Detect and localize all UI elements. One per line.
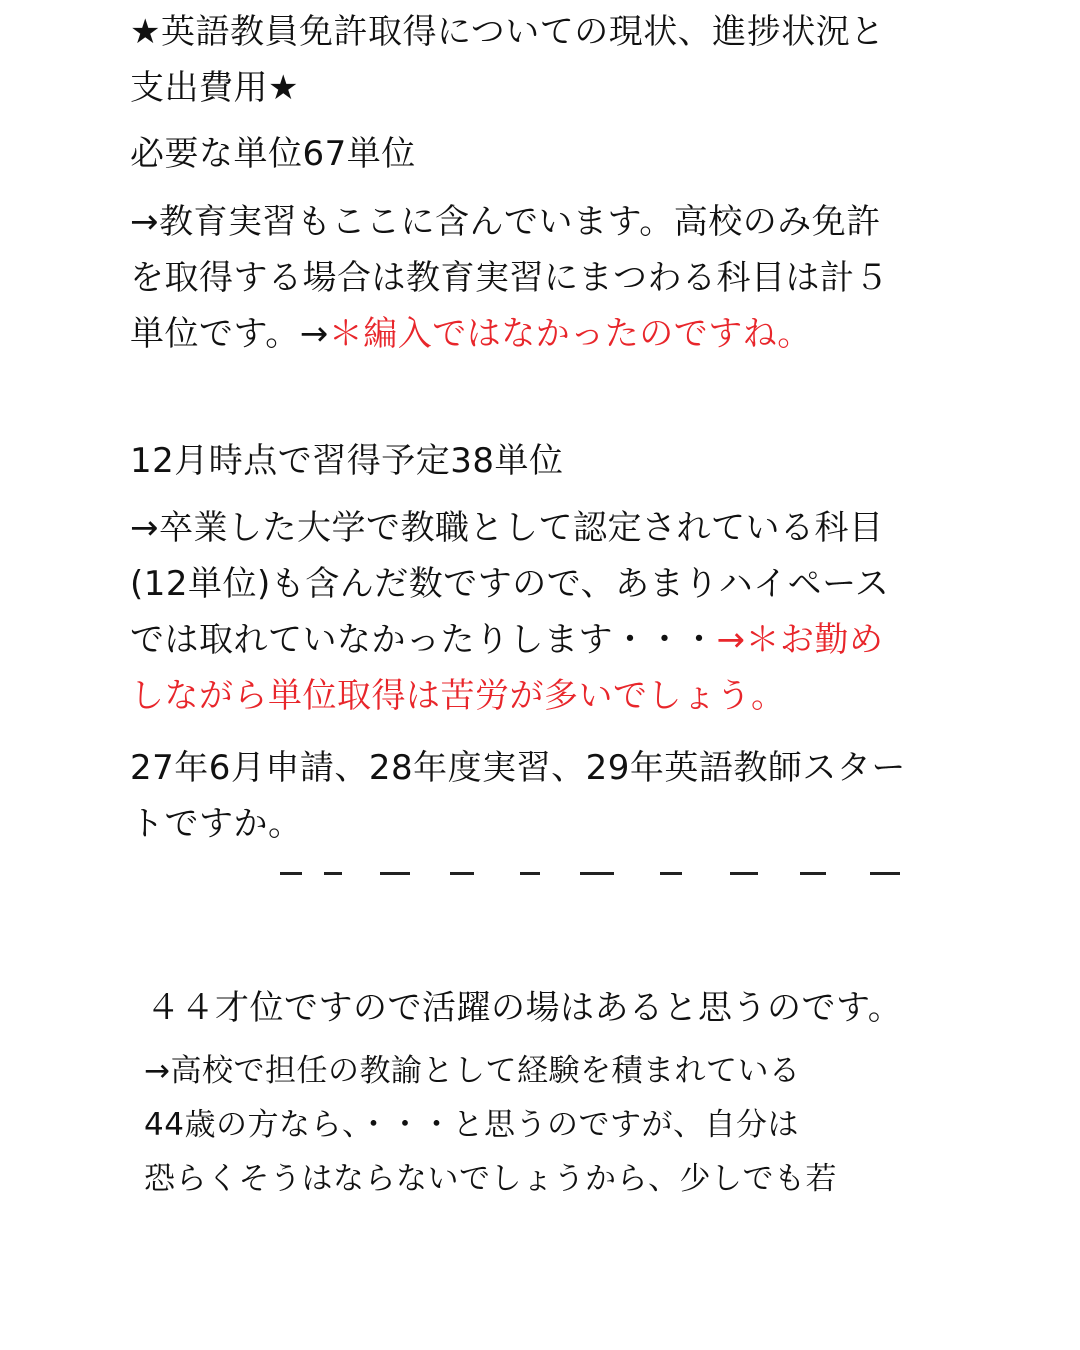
paragraph-2-line-3-text: では取れていなかったりします・・・ [130, 620, 717, 660]
required-credits-text: 必要な単位67単位 [130, 134, 416, 174]
section-1 [130, 4, 885, 116]
schedule-line-1: 27年6月申請、28年度実習、29年英語教師スター [130, 748, 906, 788]
paragraph-2-line-3 [130, 612, 889, 668]
paragraph-3 [144, 1044, 837, 1206]
paragraph-2 [130, 500, 889, 724]
paragraph-3-line-3: 恐らくそうはならないでしょうから、少しでも若 [144, 1161, 837, 1197]
paragraph-2-comment-end: しながら単位取得は苦労が多いでしょう。 [130, 676, 786, 716]
schedule-line-2: トですか。 [130, 804, 303, 844]
required-credits [130, 126, 416, 182]
paragraph-1 [130, 194, 889, 362]
paragraph-2-line-1: →卒業した大学で教職として認定されている科目 [130, 508, 884, 548]
paragraph-1-line-2: を取得する場合は教育実習にまつわる科目は計５ [130, 258, 889, 298]
paragraph-2-line-2: (12単位)も含んだ数ですので、あまりハイペース [130, 564, 890, 604]
paragraph-1-line-3-text: 単位です。→ [130, 314, 329, 354]
age-line [146, 980, 902, 1036]
cropped-text-fragment [280, 866, 920, 876]
paragraph-3-line-2: 44歳の方なら、・・・と思うのですが、自分は [144, 1107, 799, 1143]
december-credits [130, 433, 564, 489]
paragraph-2-comment-start: →＊お勤め [716, 620, 884, 660]
heading-line-1: ★英語教員免許取得についての現状、進捗状況と [130, 12, 885, 52]
heading-line-2: 支出費用★ [130, 68, 299, 108]
paragraph-3-line-1: →高校で担任の教諭として経験を積まれている [144, 1053, 801, 1089]
paragraph-1-comment: ＊編入ではなかったのですね。 [328, 314, 812, 354]
paragraph-1-line-1: →教育実習もここに含んでいます。高校のみ免許 [130, 202, 881, 242]
schedule [130, 740, 906, 852]
december-credits-text: 12月時点で習得予定38単位 [130, 441, 564, 481]
age-line-text: ４４才位ですので活躍の場はあると思うのです。 [146, 988, 903, 1028]
paragraph-1-line-3 [130, 306, 889, 362]
